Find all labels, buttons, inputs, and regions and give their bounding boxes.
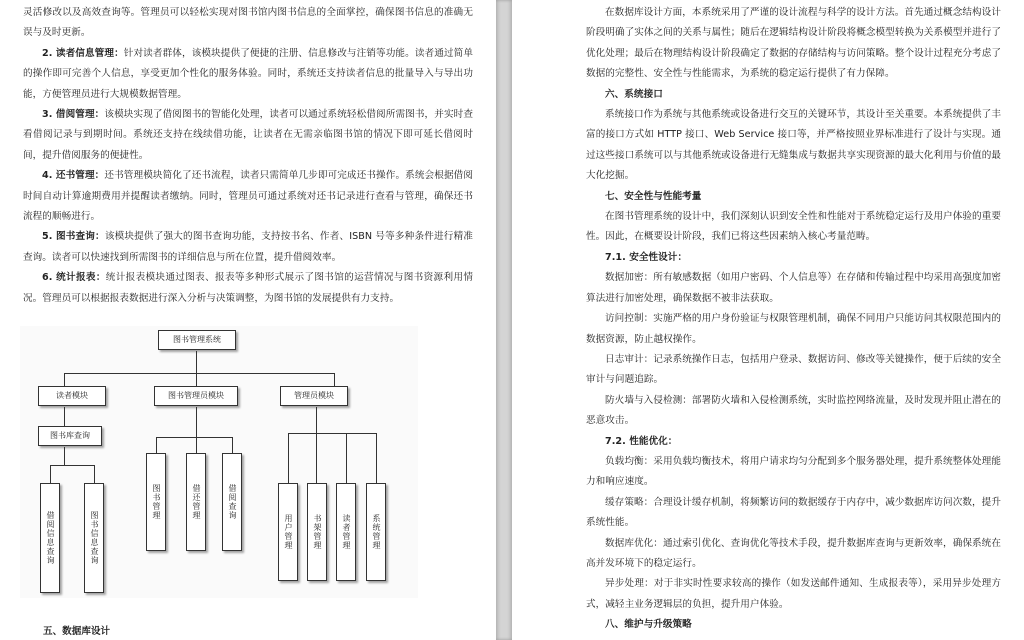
connector-line	[376, 433, 377, 483]
module-structure-diagram	[20, 326, 418, 598]
section-heading-security-performance: 七、安全性与性能考量	[605, 190, 702, 202]
subheading-performance: 7.2. 性能优化：	[605, 435, 678, 447]
connector-line	[288, 433, 376, 434]
diagram-shelf-manage: 书架管理	[307, 483, 327, 581]
right-page-text	[586, 3, 1001, 636]
connector-line	[334, 373, 335, 386]
paragraph-return: 4. 还书管理：还书管理模块简化了还书流程，读者只需简单几步即可完成还书操作。系统会根据借阅时间自动计算逾期费用并提醒读者缴纳。同时，管理员可通过系统对还书记录进行查看与管理，确保还书流程的顺畅进行。	[23, 170, 474, 223]
paragraph-security-intro: 在图书管理系统的设计中，我们深刻认识到安全性和性能对于系统稳定运行及用户体验的重要性。因此，在概要设计阶段，我们已将这些因素纳入核心考量范畴。	[586, 211, 1001, 243]
diagram-borrow-info-query: 借阅信息查询	[40, 483, 60, 593]
connector-line	[196, 407, 197, 437]
diagram-borrow-query: 借阅查询	[222, 453, 242, 551]
paragraph-load-balancing: 负载均衡：采用负载均衡技术，将用户请求均匀分配到多个服务器处理，提升系统整体处理能力和响应速度。	[586, 455, 1001, 488]
diagram-book-info-query: 图书信息查询	[84, 483, 104, 593]
connector-line	[316, 407, 317, 433]
connector-line	[196, 373, 197, 386]
paragraph-firewall: 防火墙与入侵检测：部署防火墙和入侵检测系统，实时监控网络流量，及时发现并阻止潜在的恶意攻击。	[586, 394, 1001, 427]
paragraph-db-optimization: 数据库优化：通过索引优化、查询优化等技术手段，提升数据库查询与更新效率，确保系统在高并发环境下的稳定运行。	[586, 537, 1001, 569]
diagram-borrow-return-manage: 借还管理	[186, 453, 206, 551]
paragraph: 灵活修改以及高效查询等。管理员可以轻松实现对图书馆内图书信息的全面掌控，确保图书信息的准确无误与及时更新。	[23, 7, 473, 39]
connector-line	[156, 437, 157, 453]
subheading-security: 7.1. 安全性设计：	[605, 251, 688, 263]
paragraph-interface: 系统接口作为系统与其他系统或设备进行交互的关键环节，其设计至关重要。本系统提供了丰富的接口方式如 HTTP 接口、Web Service 接口等，并严格按照业界标准进行了设计与实现。通过这些接口系统可以与其他系统或设备进行无缝集成与数据共享实现资源的最大化利用与价值的最大化挖掘。	[586, 109, 1001, 182]
paragraph-database-design: 在数据库设计方面，本系统采用了严谨的设计流程与科学的设计方法。首先通过概念结构设计阶段明确了实体之间的关系与属性；随后在逻辑结构设计阶段将概念模型转换为关系模型并进行了优化处理；最后在物理结构设计阶段确定了数据的存储结构与访问策略。整个设计过程充分考虑了数据的完整性、安全性与性能需求，为系统的稳定运行提供了有力保障。	[586, 7, 1001, 80]
connector-line	[156, 437, 232, 438]
connector-line	[64, 373, 65, 386]
paragraph-access-control: 访问控制：实施严格的用户身份验证与权限管理机制，确保不同用户只能访问其权限范围内的数据资源，防止越权操作。	[586, 313, 1001, 345]
connector-line	[196, 351, 197, 373]
left-page-text	[23, 3, 473, 309]
diagram-admin-module: 管理员模块	[280, 386, 348, 406]
diagram-root-node: 图书管理系统	[158, 330, 236, 350]
paragraph-async: 异步处理：对于非实时性要求较高的操作（如发送邮件通知、生成报表等），采用异步处理方式，减轻主业务逻辑层的负担，提升用户体验。	[586, 578, 1001, 610]
connector-line	[196, 437, 197, 453]
paragraph-borrow: 3. 借阅管理：该模块实现了借阅图书的智能化处理，读者可以通过系统轻松借阅所需图书，并实时查看借阅记录与到期时间。系统还支持在线续借功能，让读者在无需亲临图书馆的情况下即可延长借阅时间，提升借阅服务的便捷性。	[23, 109, 474, 161]
paragraph-log-audit: 日志审计：记录系统操作日志，包括用户登录、数据访问、修改等关键操作，便于后续的安全审计与问题追踪。	[586, 353, 1001, 386]
connector-line	[50, 465, 51, 483]
diagram-book-manage: 图书管理	[146, 453, 166, 551]
paragraph-encryption: 数据加密：所有敏感数据（如用户密码、个人信息等）在存储和传输过程中均采用高强度加密算法进行加密处理，确保数据不被非法获取。	[586, 272, 1001, 304]
paragraph-reader-info: 2. 读者信息管理：针对读者群体，该模块提供了便捷的注册、信息修改与注销等功能。读者通过简单的操作即可完善个人信息，享受更加个性化的服务体验。同时，系统还支持读者信息的批量导入与导出功能，方便管理员进行大规模数据管理。	[23, 47, 473, 100]
diagram-user-manage: 用户管理	[278, 483, 298, 581]
connector-line	[64, 447, 65, 465]
diagram-system-manage: 系统管理	[366, 483, 386, 581]
section-heading-maintenance: 八、维护与升级策略	[605, 619, 692, 631]
page-gutter	[496, 0, 512, 640]
connector-line	[50, 465, 94, 466]
connector-line	[64, 407, 65, 426]
section-heading-interface: 六、系统接口	[605, 88, 663, 100]
connector-line	[316, 433, 317, 483]
diagram-reader-module: 读者模块	[38, 386, 106, 406]
connector-line	[346, 433, 347, 483]
diagram-librarian-module: 图书管理员模块	[154, 386, 238, 406]
document-page-left	[0, 0, 496, 640]
section-heading-database: 五、数据库设计	[43, 626, 111, 637]
connector-line	[232, 437, 233, 453]
diagram-reader-manage: 读者管理	[336, 483, 356, 581]
paragraph-report: 6. 统计报表：统计报表模块通过图表、报表等多种形式展示了图书馆的运营情况与图书资源利用情况。管理员可以根据报表数据进行深入分析与决策调整，为图书馆的发展提供有力支持。	[23, 272, 473, 304]
paragraph-query: 5. 图书查询：该模块提供了强大的图书查询功能，支持按书名、作者、ISBN 号等多种条件进行精准查询。读者可以快速找到所需图书的详细信息与所在位置，提升借阅效率。	[23, 231, 473, 263]
connector-line	[94, 465, 95, 483]
document-page-right	[512, 0, 1024, 640]
connector-line	[288, 433, 289, 483]
paragraph-cache: 缓存策略：合理设计缓存机制，将频繁访问的数据缓存于内存中，减少数据库访问次数，提升系统性能。	[586, 496, 1001, 529]
diagram-library-query: 图书库查询	[38, 426, 102, 446]
connector-line	[64, 373, 334, 374]
